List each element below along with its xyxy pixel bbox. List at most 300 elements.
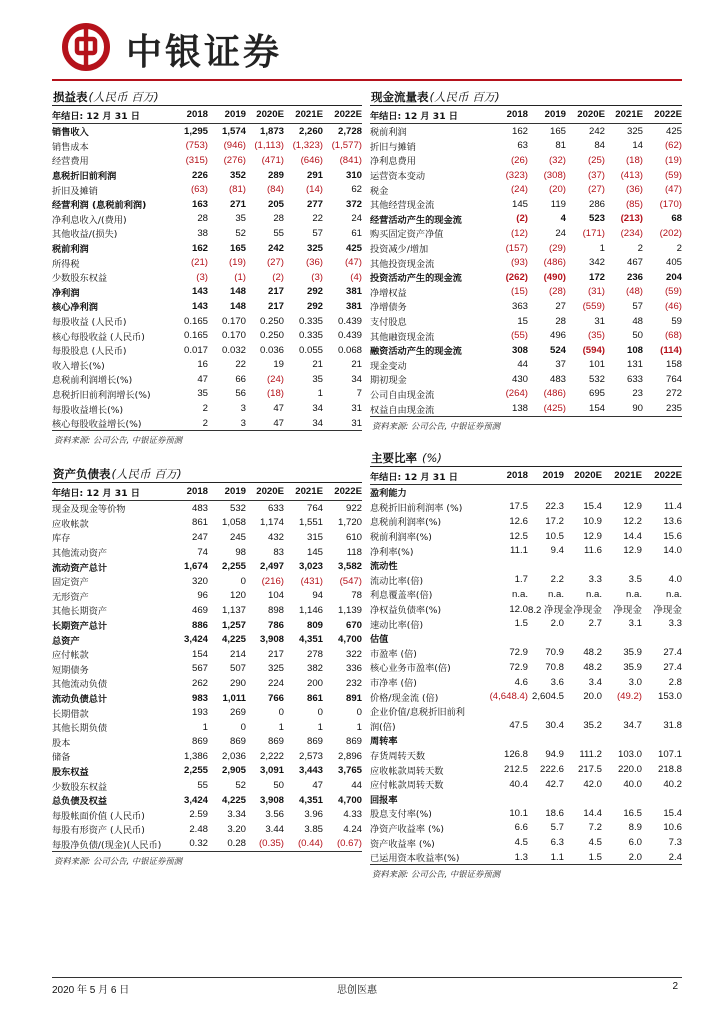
cell-value: (49.2) bbox=[616, 691, 642, 703]
cell-value: 1 bbox=[599, 242, 605, 254]
cell-value: 633 bbox=[267, 502, 284, 514]
cell-value: 158 bbox=[665, 359, 682, 371]
cell-value: 63 bbox=[517, 140, 528, 152]
cell-value: 2,260 bbox=[298, 125, 323, 137]
cell-value: 291 bbox=[306, 169, 323, 181]
cell-value: 3,091 bbox=[259, 765, 284, 777]
cell-value: (84) bbox=[266, 184, 284, 196]
header-divider bbox=[52, 79, 682, 81]
cell-value: (841) bbox=[339, 154, 362, 166]
table-row bbox=[370, 719, 682, 734]
cell-value: 891 bbox=[345, 692, 362, 704]
cell-value: (18) bbox=[625, 154, 643, 166]
cell-value: 12.2 bbox=[623, 515, 642, 527]
bank-of-china-logo-icon bbox=[62, 23, 110, 71]
cell-value: (18) bbox=[266, 388, 284, 400]
row-label: 股本 bbox=[52, 737, 71, 749]
cell-value bbox=[528, 485, 564, 500]
cell-value: (19) bbox=[664, 154, 682, 166]
cell-value: 22.3 bbox=[545, 501, 564, 513]
row-label: 核心净利润 bbox=[52, 302, 98, 314]
cell-value: 15.4 bbox=[583, 501, 602, 513]
section-heading-row bbox=[370, 631, 682, 646]
row-label: 净利息费用 bbox=[370, 156, 416, 168]
row-label: 流动比率(倍) bbox=[370, 575, 424, 587]
cell-value: 4.6 bbox=[514, 676, 528, 688]
cell-value bbox=[602, 631, 642, 646]
cell-value: 138 bbox=[511, 403, 528, 415]
table-row bbox=[52, 691, 362, 706]
row-label: 现金变动 bbox=[370, 360, 407, 372]
row-label: 流动性 bbox=[370, 561, 398, 573]
cell-value: 6.0 bbox=[628, 837, 642, 849]
cell-value: 3,582 bbox=[337, 561, 362, 573]
cell-value bbox=[564, 791, 602, 806]
cell-value: 217 bbox=[267, 300, 284, 312]
cell-value: (31) bbox=[587, 286, 605, 298]
cell-value: 3.3 bbox=[668, 618, 682, 630]
cell-value: (36) bbox=[625, 184, 643, 196]
table-row bbox=[52, 343, 362, 358]
cell-value: 16 bbox=[197, 359, 208, 371]
table-row bbox=[52, 285, 362, 300]
cell-value: 50 bbox=[273, 780, 284, 792]
row-label: 权益自由现金流 bbox=[370, 404, 435, 416]
cell-value: 37 bbox=[555, 359, 566, 371]
cell-value: 3 bbox=[240, 403, 246, 415]
cell-value: 532 bbox=[588, 373, 605, 385]
row-label: 融资活动产生的现金流 bbox=[370, 346, 462, 358]
cell-value: (1,113) bbox=[254, 140, 284, 152]
cashflow-source: 资料来源: 公司公告, 中银证券预测 bbox=[372, 420, 501, 431]
row-label: 周转率 bbox=[370, 736, 398, 748]
cell-value: 12.9 bbox=[623, 501, 642, 513]
column-header-label: 年结日: 12 月 31 日 bbox=[52, 106, 172, 124]
table-row bbox=[370, 212, 682, 227]
cell-value: 342 bbox=[588, 257, 605, 269]
row-label: 应收帐款周转天数 bbox=[370, 765, 444, 777]
row-label: 其他流动资产 bbox=[52, 548, 108, 560]
cell-value bbox=[602, 704, 642, 719]
cell-value: 861 bbox=[191, 517, 208, 529]
cell-value bbox=[602, 733, 642, 748]
row-label: 折旧与摊销 bbox=[370, 141, 416, 153]
cell-value: 405 bbox=[665, 257, 682, 269]
cell-value: 7.2 bbox=[588, 822, 602, 834]
balance-header-row bbox=[52, 483, 362, 501]
cell-value: 154 bbox=[588, 403, 605, 415]
cell-value: 2,222 bbox=[259, 750, 284, 762]
income-statement bbox=[52, 89, 362, 446]
balance-title: 资产负债表(人民币 百万) bbox=[53, 467, 182, 481]
cell-value: 18.6 bbox=[545, 807, 564, 819]
cell-value: 163 bbox=[191, 198, 208, 210]
cell-value: (170) bbox=[659, 198, 682, 210]
cell-value: (47) bbox=[664, 184, 682, 196]
cell-value: 224 bbox=[267, 677, 284, 689]
table-row bbox=[370, 197, 682, 212]
cell-value: 50 bbox=[632, 330, 643, 342]
cell-value: 3,765 bbox=[337, 765, 362, 777]
cell-value bbox=[642, 485, 682, 500]
cell-value: 120 bbox=[229, 590, 246, 602]
cell-value: 4,700 bbox=[337, 634, 362, 646]
row-label: 总资产 bbox=[52, 635, 80, 647]
cell-value: (3) bbox=[196, 271, 208, 283]
cell-value: 2,604.5 bbox=[531, 691, 564, 703]
cell-value: 922 bbox=[345, 502, 362, 514]
cell-value: 4.5 bbox=[588, 837, 602, 849]
cell-value: 1.1 bbox=[550, 851, 564, 863]
cell-value: 35.2 bbox=[583, 720, 602, 732]
cell-value: 4.5 bbox=[514, 837, 528, 849]
table-row bbox=[52, 749, 362, 764]
table-row bbox=[52, 778, 362, 793]
table-row bbox=[52, 124, 362, 139]
cell-value: 869 bbox=[229, 736, 246, 748]
cell-value: (62) bbox=[664, 140, 682, 152]
table-row bbox=[370, 529, 682, 544]
cell-value: n.a. bbox=[547, 588, 564, 600]
cell-value: (19) bbox=[228, 257, 246, 269]
cell-value: 9.4 bbox=[550, 545, 564, 557]
row-label: 每股净负债/(现金)(人民币) bbox=[52, 839, 162, 851]
cell-value bbox=[642, 791, 682, 806]
table-row bbox=[52, 299, 362, 314]
table-row bbox=[370, 124, 682, 139]
cell-value: 31 bbox=[351, 403, 362, 415]
cell-value: (308) bbox=[543, 169, 566, 181]
cell-value: 42.0 bbox=[583, 778, 602, 790]
cell-value: 101 bbox=[588, 359, 605, 371]
table-row bbox=[52, 705, 362, 720]
cell-value: 34 bbox=[351, 373, 362, 385]
cell-value: 0.28 bbox=[227, 838, 246, 850]
cell-value: 381 bbox=[345, 300, 362, 312]
table-row bbox=[52, 314, 362, 329]
cell-value: 35.9 bbox=[623, 661, 642, 673]
cell-value: 315 bbox=[306, 531, 323, 543]
cell-value: (1) bbox=[234, 271, 246, 283]
income-table bbox=[52, 106, 362, 430]
cell-value: 59 bbox=[671, 315, 682, 327]
cell-value: 118 bbox=[346, 546, 362, 558]
cell-value: 523 bbox=[588, 213, 605, 225]
cell-value: 220.0 bbox=[617, 764, 642, 776]
cell-value: 236 bbox=[626, 271, 643, 283]
cell-value: 0.165 bbox=[183, 330, 208, 342]
cell-value: 483 bbox=[549, 373, 566, 385]
row-label: 购买固定资产净值 bbox=[370, 229, 444, 241]
table-row bbox=[52, 358, 362, 373]
cell-value: 40.0 bbox=[623, 778, 642, 790]
table-row bbox=[52, 168, 362, 183]
column-header-label: 年结日: 12 月 31 日 bbox=[370, 106, 492, 124]
row-label: 储备 bbox=[52, 752, 71, 764]
cell-value: 13.6 bbox=[663, 515, 682, 527]
row-label: 息税折旧前利润 bbox=[52, 171, 117, 183]
table-row bbox=[370, 616, 682, 631]
row-label: 每股有形资产 (人民币) bbox=[52, 825, 145, 837]
cell-value bbox=[564, 485, 602, 500]
cell-value: 31 bbox=[594, 315, 605, 327]
cell-value: (93) bbox=[510, 257, 528, 269]
row-label: 税金 bbox=[370, 185, 389, 197]
cell-value: 35 bbox=[312, 373, 323, 385]
cell-value: (486) bbox=[543, 257, 566, 269]
row-label: 净资产收益率 (%) bbox=[370, 823, 444, 835]
row-label: 股息支付率(%) bbox=[370, 809, 432, 821]
cell-value: 869 bbox=[267, 736, 284, 748]
row-label: 市盈率 (倍) bbox=[370, 648, 417, 660]
cell-value: (490) bbox=[543, 271, 566, 283]
row-label: 盈利能力 bbox=[370, 488, 407, 500]
cell-value: 0.032 bbox=[221, 344, 246, 356]
cell-value: 35.9 bbox=[623, 647, 642, 659]
table-row bbox=[370, 285, 682, 300]
table-row bbox=[370, 401, 682, 416]
cell-value: (59) bbox=[664, 286, 682, 298]
cell-value: 55 bbox=[273, 227, 284, 239]
table-row bbox=[370, 168, 682, 183]
cell-value: 11.6 bbox=[584, 545, 602, 557]
cell-value: 235 bbox=[665, 403, 682, 415]
ratios-header-row bbox=[370, 467, 682, 485]
cell-value: 222.6 bbox=[539, 764, 564, 776]
cell-value: (48) bbox=[625, 286, 643, 298]
cell-value: 8.9 bbox=[628, 822, 642, 834]
cell-value: (157) bbox=[505, 242, 528, 254]
report-header bbox=[52, 20, 682, 80]
cell-value: 496 bbox=[549, 330, 566, 342]
row-label: 折旧及摊销 bbox=[52, 185, 98, 197]
cell-value: 3.44 bbox=[265, 823, 284, 835]
cell-value: (547) bbox=[339, 575, 362, 587]
cell-value: 524 bbox=[549, 344, 566, 356]
cell-value: 0 bbox=[240, 721, 246, 733]
cell-value: 218.8 bbox=[657, 764, 682, 776]
cell-value: 483 bbox=[191, 502, 208, 514]
column-header-year: 2021E bbox=[602, 467, 642, 485]
cell-value: 74 bbox=[197, 546, 208, 558]
row-label: 销售成本 bbox=[52, 141, 89, 153]
cell-value: 162 bbox=[191, 242, 208, 254]
cell-value: 1,551 bbox=[298, 517, 323, 529]
table-row bbox=[52, 516, 362, 531]
cell-value: 869 bbox=[345, 736, 362, 748]
cell-value: 111.2 bbox=[579, 749, 602, 761]
ratios-table bbox=[370, 467, 682, 864]
cell-value: (14) bbox=[305, 184, 323, 196]
ratios-title: 主要比率 (%) bbox=[371, 451, 442, 465]
cell-value: 3.3 bbox=[588, 574, 602, 586]
row-label: 其他经营现金流 bbox=[370, 200, 435, 212]
table-row bbox=[370, 821, 682, 836]
cell-value: 165 bbox=[229, 242, 246, 254]
cell-value: 12.5 bbox=[509, 530, 528, 542]
cell-value: 172 bbox=[588, 271, 605, 283]
row-label: 固定资产 bbox=[52, 577, 89, 589]
cell-value: (27) bbox=[587, 184, 605, 196]
cell-value: 10.1 bbox=[509, 807, 528, 819]
cell-value: 净现金 bbox=[613, 605, 642, 617]
table-row bbox=[52, 153, 362, 168]
ratios-source: 资料来源: 公司公告, 中银证券预测 bbox=[372, 869, 501, 880]
cell-value: 1 bbox=[202, 721, 208, 733]
row-label: 长期资产总计 bbox=[52, 621, 108, 633]
cell-value: 98 bbox=[235, 546, 246, 558]
section-heading-row bbox=[370, 791, 682, 806]
table-row bbox=[370, 270, 682, 285]
section-heading-row bbox=[370, 558, 682, 573]
cell-value: 净现金 bbox=[573, 605, 602, 617]
cell-value: (55) bbox=[510, 330, 528, 342]
row-label: 市净率 (倍) bbox=[370, 678, 417, 690]
cell-value: 34.7 bbox=[623, 720, 642, 732]
cell-value: 262 bbox=[191, 677, 208, 689]
table-row bbox=[52, 837, 362, 852]
table-row bbox=[52, 793, 362, 808]
cell-value: 14.4 bbox=[583, 807, 602, 819]
cell-value: 57 bbox=[312, 227, 323, 239]
cell-value: 81 bbox=[555, 140, 566, 152]
column-header-year: 2022E bbox=[323, 483, 362, 501]
income-header-row bbox=[52, 106, 362, 124]
cell-value: 0.439 bbox=[337, 330, 362, 342]
cell-value: 1,295 bbox=[183, 125, 208, 137]
cell-value: 56 bbox=[235, 388, 246, 400]
cell-value: 31 bbox=[351, 417, 362, 429]
table-row bbox=[370, 748, 682, 763]
cell-value: 2 bbox=[637, 242, 643, 254]
cell-value: 3.5 bbox=[628, 574, 642, 586]
cell-value: 4.24 bbox=[343, 823, 362, 835]
cell-value: 12.9 bbox=[583, 530, 602, 542]
table-row bbox=[52, 501, 362, 516]
cell-value: 16.5 bbox=[623, 807, 642, 819]
cell-value: (20) bbox=[548, 184, 566, 196]
cell-value: 0.165 bbox=[183, 315, 208, 327]
cell-value: (276) bbox=[223, 154, 246, 166]
cell-value bbox=[642, 631, 682, 646]
table-row bbox=[52, 212, 362, 227]
row-label: 税前利润率(%) bbox=[370, 532, 432, 544]
cell-value: 308 bbox=[511, 344, 528, 356]
cell-value: 40.2 bbox=[663, 778, 682, 790]
row-label: 所得税 bbox=[52, 258, 80, 270]
row-label: 已运用资本收益率(%) bbox=[370, 853, 460, 865]
row-label: 其他长期负债 bbox=[52, 723, 108, 735]
cell-value: 1.5 bbox=[588, 851, 602, 863]
cell-value: 2,728 bbox=[337, 125, 362, 137]
cell-value: 35 bbox=[235, 213, 246, 225]
table-row bbox=[370, 226, 682, 241]
cell-value: 320 bbox=[191, 575, 208, 587]
cell-value: 2,036 bbox=[221, 750, 246, 762]
cell-value: 94 bbox=[312, 590, 323, 602]
cell-value: (946) bbox=[223, 140, 246, 152]
cell-value: (28) bbox=[548, 286, 566, 298]
cell-value: (0.67) bbox=[336, 838, 362, 850]
cell-value: 0.017 bbox=[183, 344, 208, 356]
cell-value: 21 bbox=[312, 359, 323, 371]
cell-value: 40.4 bbox=[509, 778, 528, 790]
cell-value: 44 bbox=[517, 359, 528, 371]
cell-value: 68 bbox=[671, 213, 682, 225]
cell-value: (59) bbox=[664, 169, 682, 181]
cell-value: 20.0 bbox=[583, 691, 602, 703]
cell-value: 22 bbox=[235, 359, 246, 371]
cell-value: 70.9 bbox=[545, 647, 564, 659]
cell-value: 4,225 bbox=[221, 634, 246, 646]
cell-value: n.a. bbox=[585, 588, 602, 600]
cell-value: 0 bbox=[317, 707, 323, 719]
cell-value: 21 bbox=[351, 359, 362, 371]
cell-value: 532 bbox=[229, 502, 246, 514]
cell-value: 325 bbox=[626, 125, 643, 137]
cell-value: 217 bbox=[267, 648, 284, 660]
row-label: 经营费用 bbox=[52, 156, 89, 168]
cell-value: 242 bbox=[267, 242, 284, 254]
table-row bbox=[52, 372, 362, 387]
cell-value: (264) bbox=[505, 388, 528, 400]
cell-value: (559) bbox=[582, 300, 605, 312]
cell-value: 1,873 bbox=[259, 125, 284, 137]
table-row bbox=[370, 806, 682, 821]
cell-value: 0.068 bbox=[337, 344, 362, 356]
table-row bbox=[52, 647, 362, 662]
cell-value: 1,146 bbox=[298, 604, 323, 616]
row-label: 公司自由现金流 bbox=[370, 389, 435, 401]
cell-value: 861 bbox=[306, 692, 323, 704]
cell-value: 242 bbox=[588, 125, 605, 137]
cell-value: 143 bbox=[191, 300, 208, 312]
cell-value: 3.20 bbox=[227, 823, 246, 835]
cell-value: 204 bbox=[665, 271, 682, 283]
cell-value bbox=[528, 631, 564, 646]
table-row bbox=[52, 328, 362, 343]
cell-value: n.a. bbox=[625, 588, 642, 600]
cell-value: 12.0 bbox=[509, 603, 528, 615]
cell-value: (21) bbox=[190, 257, 208, 269]
cell-value: 3 bbox=[240, 417, 246, 429]
cell-value: 148 bbox=[229, 286, 246, 298]
table-row bbox=[52, 807, 362, 822]
cell-value: (4) bbox=[350, 271, 362, 283]
table-row bbox=[52, 574, 362, 589]
cell-value: 4,700 bbox=[337, 794, 362, 806]
cell-value: (32) bbox=[548, 154, 566, 166]
cell-value: 28 bbox=[273, 213, 284, 225]
cell-value: n.a. bbox=[665, 588, 682, 600]
cell-value: 131 bbox=[626, 359, 643, 371]
cell-value bbox=[488, 558, 528, 573]
cell-value: 1,257 bbox=[221, 619, 246, 631]
cell-value bbox=[602, 485, 642, 500]
cell-value: 507 bbox=[229, 663, 246, 675]
row-label: 每股收益 (人民币) bbox=[52, 317, 127, 329]
cell-value: (315) bbox=[185, 154, 208, 166]
cell-value: 2,573 bbox=[298, 750, 323, 762]
row-label: 短期债务 bbox=[52, 664, 89, 676]
cell-value: 0.055 bbox=[298, 344, 323, 356]
cell-value: 363 bbox=[511, 300, 528, 312]
cell-value: 3.34 bbox=[227, 809, 246, 821]
cell-value: 372 bbox=[345, 198, 362, 210]
row-label: 支付股息 bbox=[370, 317, 407, 329]
cell-value: 72.9 bbox=[509, 661, 528, 673]
cell-value: 2 bbox=[202, 403, 208, 415]
